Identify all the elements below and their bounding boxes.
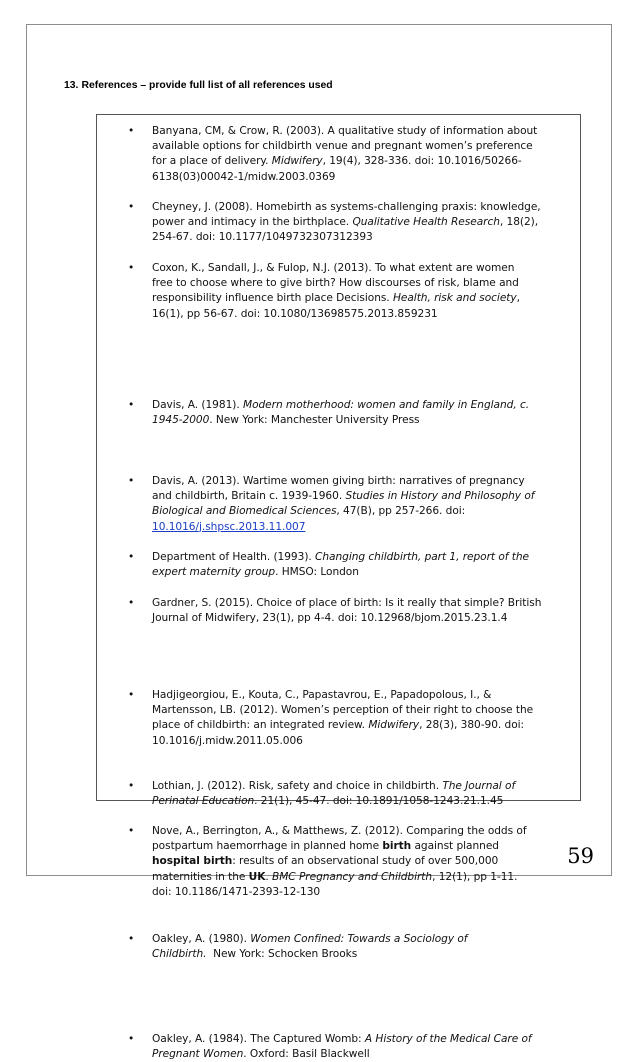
reference-text-segment: , 19(4), 328-336. doi: 10.1016/50266- — [322, 155, 522, 168]
reference-text-segment: . — [265, 870, 272, 883]
reference-text-segment: 6138(03)00042-1/midw.2003.0369 — [152, 170, 336, 183]
reference-text-segment: Perinatal Education — [152, 795, 255, 808]
reference-line — [152, 794, 577, 809]
reference-line — [152, 870, 577, 885]
reference-text-segment: . HMSO: London — [275, 566, 359, 579]
section-number: 13. — [64, 80, 79, 91]
reference-text-segment: Changing childbirth, part 1, report of the — [315, 551, 530, 563]
reference-line — [152, 1032, 577, 1047]
reference-text-segment: Studies in History and Philosophy of — [345, 490, 535, 503]
reference-text-segment: Modern motherhood: women and family in England, c. — [242, 399, 530, 411]
reference-line — [152, 596, 577, 611]
reference-text-segment: . Oxford: Basil Blackwell — [243, 1048, 370, 1061]
reference-item — [97, 824, 580, 900]
reference-line — [152, 839, 577, 854]
bullet-icon: • — [128, 262, 135, 274]
reference-text-segment: 10.1016/j.midw.2011.05.006 — [152, 734, 303, 747]
reference-text — [152, 550, 577, 580]
reference-text-segment: Journal of Midwifery, 23(1), pp 4-4. doi: 10.12968/bjom.2015.23.1.4 — [152, 612, 508, 625]
reference-line — [152, 734, 577, 749]
reference-text-segment: Women Confined: Towards a Sociology of — [250, 933, 468, 945]
reference-text-segment: postpartum haemorrhage in planned home — [152, 840, 383, 853]
reference-line — [152, 291, 577, 306]
page-number: 59 — [567, 844, 594, 868]
reference-line — [152, 276, 577, 291]
reference-item — [97, 688, 580, 749]
reference-text — [152, 261, 577, 322]
reference-line — [152, 489, 577, 504]
reference-line — [152, 474, 577, 489]
bullet-icon: • — [128, 399, 135, 411]
reference-line — [152, 307, 577, 322]
reference-line — [152, 779, 577, 794]
reference-line — [152, 139, 577, 154]
reference-text-segment: birth — [382, 840, 412, 853]
reference-item — [97, 596, 580, 626]
reference-text-segment: New York: Schocken Brooks — [206, 948, 358, 961]
reference-line — [152, 947, 577, 962]
references-box — [96, 114, 581, 1061]
reference-line — [152, 565, 577, 580]
reference-text-segment: , — [516, 292, 520, 305]
reference-text-segment: Coxon, K., Sandall, J., & Fulop, N.J. (2013). To what extent are women — [152, 262, 515, 274]
bullet-icon: • — [128, 933, 135, 945]
reference-line — [152, 611, 577, 626]
reference-text-segment: place of childbirth: an integrated review. — [152, 719, 369, 732]
reference-item — [97, 124, 580, 185]
reference-line — [152, 230, 577, 245]
reference-text-segment: Davis, A. (1981). — [152, 399, 243, 411]
reference-text — [152, 200, 577, 246]
reference-line — [152, 261, 577, 276]
reference-line — [152, 154, 577, 169]
reference-text-segment: , 18(2), — [499, 216, 539, 229]
reference-text-segment: Davis, A. (2013). Wartime women giving birth: narratives of pregnancy — [152, 475, 525, 487]
reference-text-segment: A History of the Medical Care of — [364, 1033, 532, 1045]
reference-line — [152, 413, 577, 428]
reference-item — [97, 779, 580, 809]
reference-line — [152, 550, 577, 565]
reference-line — [152, 885, 577, 900]
reference-line — [152, 854, 577, 869]
reference-line — [152, 170, 577, 185]
reference-text-segment: doi: 10.1186/1471-2393-12-130 — [152, 885, 321, 898]
reference-text — [152, 779, 577, 809]
reference-text-segment: Gardner, S. (2015). Choice of place of birth: Is it really that simple? British — [152, 597, 542, 609]
reference-text — [152, 398, 577, 428]
reference-text — [152, 932, 577, 962]
doi-link[interactable]: 10.1016/j.shpsc.2013.11.007 — [152, 520, 306, 533]
reference-text-segment: Midwifery — [271, 155, 323, 168]
reference-item — [97, 1032, 580, 1062]
reference-text-segment: expert maternity group — [152, 566, 276, 579]
reference-text-segment: Oakley, A. (1980). — [152, 933, 251, 945]
reference-line — [152, 688, 577, 703]
bullet-icon: • — [128, 125, 135, 137]
reference-text-segment: Hadjigeorgiou, E., Kouta, C., Papastavrou, E., Papadopolous, I., & — [152, 689, 492, 701]
reference-text-segment: for a place of delivery. — [152, 155, 272, 168]
reference-line — [152, 932, 577, 947]
reference-line — [152, 520, 577, 535]
reference-text-segment: Oakley, A. (1984). The Captured Womb: — [152, 1033, 365, 1045]
reference-text-segment: Nove, A., Berrington, A., & Matthews, Z. (2012). Comparing the odds of — [152, 825, 527, 837]
reference-text-segment: and childbirth, Britain c. 1939-1960. — [152, 490, 346, 503]
reference-text — [152, 124, 577, 185]
reference-item — [97, 932, 580, 962]
reference-text-segment: Pregnant Women — [152, 1048, 244, 1061]
reference-text-segment: UK — [248, 870, 266, 883]
reference-text-segment: 16(1), pp 56-67. doi: 10.1080/13698575.2013.859231 — [152, 307, 438, 320]
reference-text-segment: , 12(1), pp 1-11. — [432, 870, 518, 883]
reference-line — [152, 124, 577, 139]
reference-item — [97, 398, 580, 428]
bullet-icon: • — [128, 825, 135, 837]
reference-text-segment: Childbirth. — [152, 948, 207, 961]
reference-text-segment: power and intimacy in the birthplace. — [152, 216, 353, 229]
reference-text-segment: free to choose where to give birth? How discourses of risk, blame and — [152, 277, 519, 290]
bullet-icon: • — [128, 1033, 135, 1045]
reference-text-segment: Midwifery — [368, 719, 420, 732]
reference-text-segment: Martensson, LB. (2012). Women’s perception of their right to choose the — [152, 704, 534, 717]
reference-line — [152, 215, 577, 230]
reference-text-segment: 254-67. doi: 10.1177/1049732307312393 — [152, 231, 373, 244]
reference-text — [152, 596, 577, 626]
reference-text-segment: , 47(B), pp 257-266. doi: — [336, 505, 466, 518]
bullet-icon: • — [128, 551, 135, 563]
reference-text-segment: Department of Health. (1993). — [152, 551, 316, 563]
reference-text — [152, 688, 577, 749]
reference-item — [97, 261, 580, 322]
reference-text-segment: BMC Pregnancy and Childbirth — [272, 870, 433, 883]
reference-item — [97, 550, 580, 580]
reference-item — [97, 200, 580, 246]
reference-line — [152, 824, 577, 839]
reference-line — [152, 718, 577, 733]
reference-text-segment: : results of an observational study of over 500,000 — [232, 855, 499, 868]
reference-text-segment: , 28(3), 380-90. doi: — [419, 719, 525, 732]
reference-line — [152, 200, 577, 215]
bullet-icon: • — [128, 597, 135, 609]
reference-text-segment: Lothian, J. (2012). Risk, safety and choice in childbirth. — [152, 780, 443, 792]
reference-text-segment: Cheyney, J. (2008). Homebirth as systems-challenging praxis: knowledge, — [152, 201, 541, 213]
reference-item — [97, 474, 580, 535]
reference-text-segment: Health, risk and society — [392, 292, 517, 305]
reference-text-segment: hospital birth — [152, 855, 233, 868]
reference-text-segment: Banyana, CM, & Crow, R. (2003). A qualitative study of information about — [152, 125, 538, 137]
reference-text-segment: responsibility influence birth place Decisions. — [152, 292, 393, 305]
reference-text-segment: against planned — [411, 840, 499, 853]
bullet-icon: • — [128, 201, 135, 213]
reference-text — [152, 474, 577, 535]
reference-line — [152, 703, 577, 718]
reference-line — [152, 398, 577, 413]
bullet-icon: • — [128, 475, 135, 487]
bullet-icon: • — [128, 780, 135, 792]
reference-text-segment: . New York: Manchester University Press — [209, 414, 420, 427]
reference-text-segment: Biological and Biomedical Sciences — [152, 505, 337, 518]
reference-text-segment: The Journal of — [442, 780, 516, 792]
reference-text-segment: . 21(1), 45-47. doi: 10.1891/1058-1243.21.1.45 — [254, 795, 504, 808]
bullet-icon: • — [128, 689, 135, 701]
reference-text — [152, 1032, 577, 1062]
section-heading — [64, 80, 333, 91]
reference-text — [152, 824, 577, 900]
reference-text-segment: available options for childbirth venue and pregnant women’s preference — [152, 140, 533, 153]
reference-text-segment: maternities in the — [152, 870, 249, 883]
section-title: References – provide full list of all references used — [81, 80, 333, 91]
reference-text-segment: Qualitative Health Research — [352, 216, 500, 229]
reference-line — [152, 1047, 577, 1062]
reference-text-segment: 1945-2000 — [152, 414, 210, 427]
reference-line — [152, 504, 577, 519]
